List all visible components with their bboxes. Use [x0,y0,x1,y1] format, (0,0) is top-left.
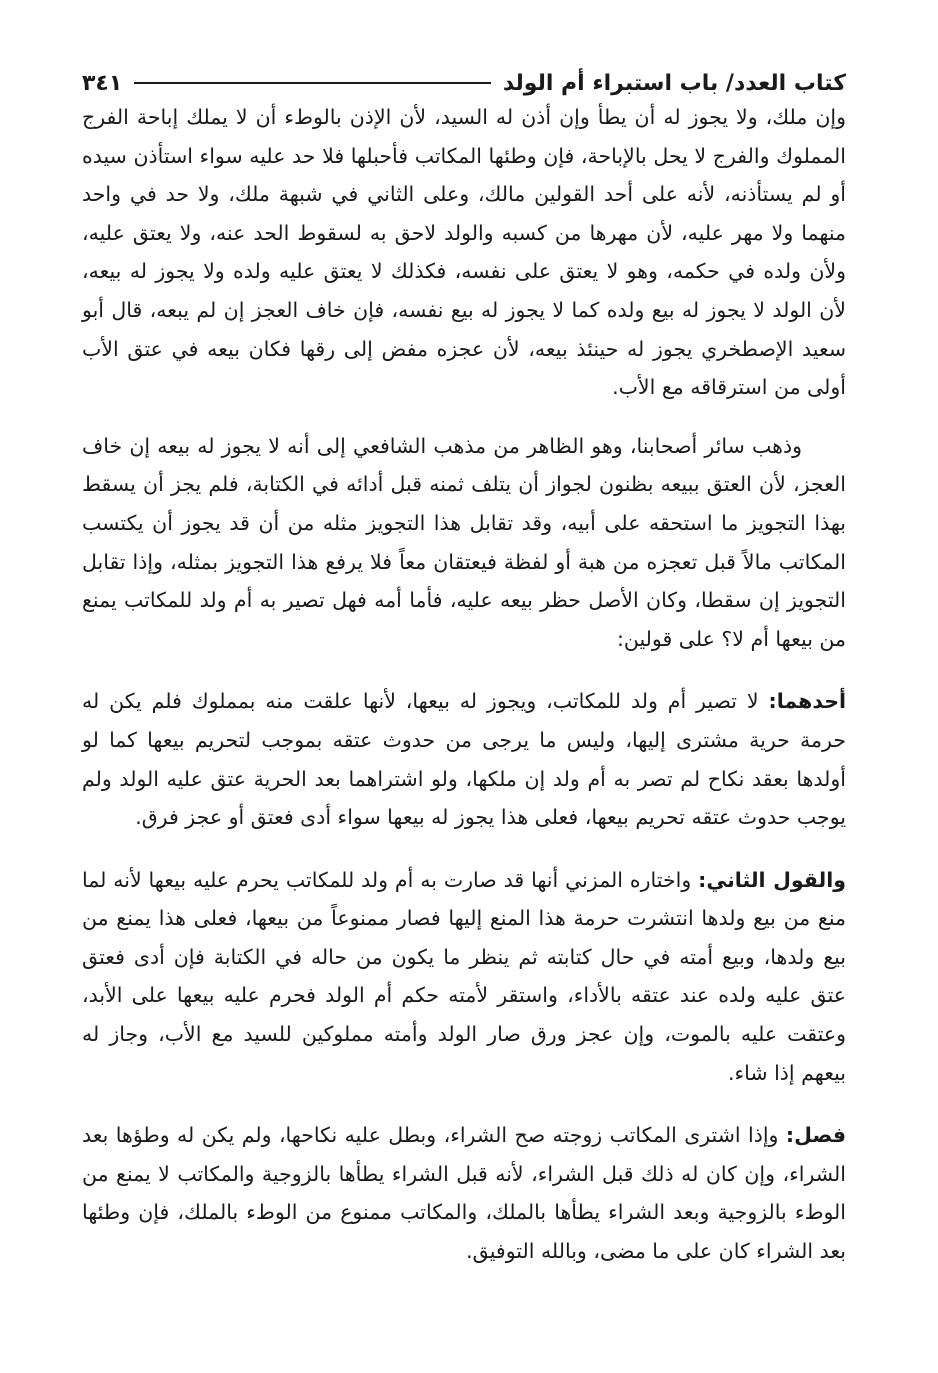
paragraph-text: واختاره المزني أنها قد صارت به أم ولد للمكاتب يحرم عليه بيعها لأنه لما منع من بيع ولدها انتشرت حرمة هذا المنع إليها فصار ممنوعاً من بيعها، فعلى هذا يمنع من بيع ولدها، وبيع أمته في حال كتابته ثم ينظر ما يكون من حاله في الكتابة فإن أدى فعتق عتق عليه ولده عند عتقه بالأداء، واستقر لأمته حكم أم الولد فحرم عليه بيعها على الأبد، وعتقت عليه بالموت، وإن عجز ورق صار الولد وأمته مملوكين للسيد مع الأب، وجاز له بيعهم إذا شاء. [82,867,846,1085]
paragraph-2 [82,427,846,659]
paragraph-lead: فصل: [785,1123,846,1148]
header-title: كتاب العدد/ باب استبراء أم الولد [502,71,846,96]
paragraph-lead: والقول الثاني: [698,867,846,892]
paragraph-1 [82,98,846,407]
page-body [82,98,846,1271]
paragraph-lead: أحدهما: [768,689,846,714]
paragraph-5 [82,1116,846,1270]
paragraph-text: وذهب سائر أصحابنا، وهو الظاهر من مذهب الشافعي إلى أنه لا يجوز له بيعه إن خاف العجز، لأن العتق ببيعه بظنون لجواز أن يتلف ثمنه قبل أدائه في الكتابة، فلم يجز أن يسقط بهذا التجويز ما استحقه على أبيه، وقد تقابل هذا التجويز مثله من أن قد يجوز أن يكتسب المكاتب مالاً قبل تعجزه من هبة أو لفظة فيعتقان معاً فلا يرفع هذا التجويز بمثله، وإذا تقابل التجويز إن سقطا، وكان الأصل حظر بيعه عليه، فأما أمه فهل تصير به أم ولد للمكاتب يمنع من بيعها أم لا؟ على قولين: [82,433,846,651]
paragraph-text: لا تصير أم ولد للمكاتب، ويجوز له بيعها، لأنها علقت منه بمملوك فلم يكن له حرمة حرية مشترى إليها، وليس ما يرجى من حدوث عتقه بموجب لتحريم بيعها كما لو أولدها بعقد نكاح لم تصر به أم ولد إن ملكها، ولو اشتراهما بعد الحرية عتق عليه الولد ولم يوجب حدوث عتقه تحريم بيعها، فعلى هذا يجوز له بيعها سواء أدى فعتق أو عجز فرق. [82,689,846,830]
paragraph-4 [82,861,846,1093]
paragraph-text: وإن ملك، ولا يجوز له أن يطأ وإن أذن له السيد، لأن الإذن بالوطء أن لا يملك إباحة الفرج المملوك والفرج لا يحل بالإباحة، فإن وطئها المكاتب فأحبلها فلا حد عليه سواء استأذن سيده أو لم يستأذنه، لأنه على أحد القولين مالك، وعلى الثاني في شبهة ملك، ولا حد في واحد منهما ولا مهر عليه، لأن مهرها من كسبه والولد لاحق به لسقوط الحد عنه، ولا يعتق عليه، ولأن ولده في حكمه، وهو لا يعتق على نفسه، فكذلك لا يعتق عليه ولده ولا يجوز له بيعه، لأن الولد لا يجوز له بيع ولده كما لا يجوز له بيع نفسه، فإن خاف العجز إن لم يبعه، قال أبو سعيد الإصطخري يجوز له حينئذ بيعه، لأن عجزه مفض إلى رقها فكان بيعه في عتق الأب أولى من استرقاقه مع الأب. [82,105,846,400]
running-header [82,62,846,96]
paragraph-text: وإذا اشترى المكاتب زوجته صح الشراء، وبطل عليه نكاحها، ولم يكن له وطؤها بعد الشراء، وإن كان له ذلك قبل الشراء، لأنه قبل الشراء يطأها بالزوجية والمكاتب لا يمنع من الوطء بالزوجية وبعد الشراء يطأها بالملك، والمكاتب ممنوع من الوطء بالملك، فإن وطئها بعد الشراء كان على ما مضى، وبالله التوفيق. [82,1123,846,1264]
header-rule [134,82,491,84]
paragraph-3 [82,682,846,836]
page-number: ٣٤١ [82,71,123,96]
